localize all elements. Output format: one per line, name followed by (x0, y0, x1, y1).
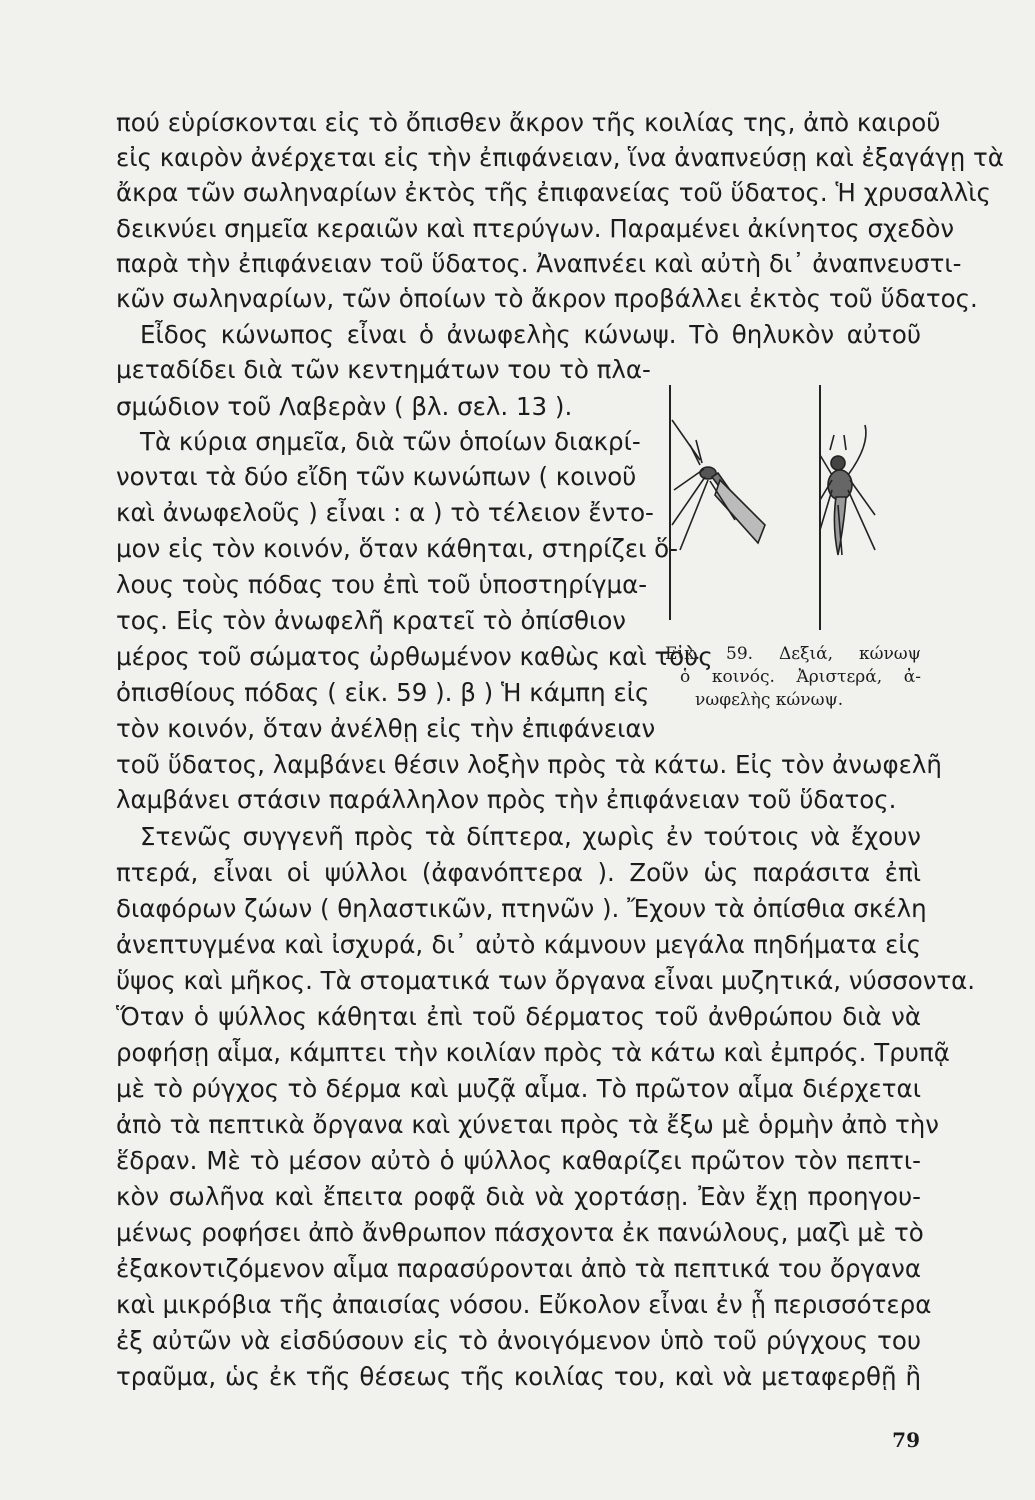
text-line: ὀπισθίους πόδας ( εἰκ. 59 ). β ) Ἡ κάμπη εἰς (116, 678, 650, 707)
anopheles-drawing (672, 420, 765, 550)
text-line: παρὰ τὴν ἐπιφάνειαν τοῦ ὕδατος. Ἀναπνέει καὶ αὐτὴ δι᾿ ἀναπνευστι- (116, 249, 962, 278)
text-line: μεταδίδει διὰ τῶν κεντημάτων του τὸ πλα- (116, 355, 651, 384)
figure-caption-line: Εἰκ. 59. Δεξιά, κώνωψ (665, 644, 921, 664)
common-mosquito-drawing (820, 425, 875, 555)
text-line: ἕδραν. Μὲ τὸ μέσον αὐτὸ ὁ ψύλλος καθαρίζει πρῶτον τὸν πεπτι- (116, 1146, 921, 1175)
mosquito-illustration (660, 385, 925, 630)
text-line: Τὰ κύρια σημεῖα, διὰ τῶν ὁποίων διακρί- (140, 427, 641, 456)
text-line: κὸν σωλῆνα καὶ ἔπειτα ροφᾷ διὰ νὰ χορτάσῃ. Ἐὰν ἔχῃ προηγου- (116, 1182, 921, 1211)
text-line: μέρος τοῦ σώματος ὠρθωμένον καθὼς καὶ τοὺς (116, 642, 713, 671)
text-line: ἐξακοντιζόμενον αἷμα παρασύρονται ἀπὸ τὰ πεπτικά του ὄργανα (116, 1254, 921, 1283)
text-line: τοῦ ὕδατος, λαμβάνει θέσιν λοξὴν πρὸς τὰ κάτω. Εἰς τὸν ἀνωφελῆ (116, 750, 942, 779)
text-line: καὶ ἀνωφελοῦς ) εἶναι : α ) τὸ τέλειον ἔντο- (116, 498, 654, 527)
text-line: Ὅταν ὁ ψύλλος κάθηται ἐπὶ τοῦ δέρματος τοῦ ἀνθρώπου διὰ νὰ (116, 1002, 921, 1031)
text-line: μον εἰς τὸν κοινόν, ὅταν κάθηται, στηρίζει ὅ- (116, 534, 678, 563)
text-line: σμώδιον τοῦ Λαβερὰν ( βλ. σελ. 13 ). (116, 392, 573, 421)
text-line: εἰς καιρὸν ἀνέρχεται εἰς τὴν ἐπιφάνειαν, ἵνα ἀναπνεύσῃ καὶ ἐξαγάγῃ τὰ (116, 143, 1004, 172)
figure-caption-line: νωφελὴς κώνωψ. (695, 690, 844, 710)
text-line: δεικνύει σημεῖα κεραιῶν καὶ πτερύγων. Παραμένει ἀκίνητος σχεδὸν (116, 214, 955, 243)
text-line: ἀνεπτυγμένα καὶ ἰσχυρά, δι᾿ αὐτὸ κάμνουν μεγάλα πηδήματα εἰς (116, 930, 921, 959)
text-line: τὸν κοινόν, ὅταν ἀνέλθῃ εἰς τὴν ἐπιφάνειαν (116, 714, 656, 743)
text-line: ἄκρα τῶν σωληναρίων ἐκτὸς τῆς ἐπιφανείας τοῦ ὕδατος. Ἡ χρυσαλλὶς (116, 178, 991, 207)
text-line: καὶ μικρόβια τῆς ἀπαισίας νόσου. Εὔκολον εἶναι ἐν ᾗ περισσότερα (116, 1290, 932, 1319)
text-line: λους τοὺς πόδας του ἐπὶ τοῦ ὑποστηρίγμα- (116, 570, 648, 599)
text-line: διαφόρων ζώων ( θηλαστικῶν, πτηνῶν ). Ἔχουν τὰ ὀπίσθια σκέλη (116, 894, 927, 923)
text-line: ροφήσῃ αἷμα, κάμπτει τὴν κοιλίαν πρὸς τὰ κάτω καὶ ἐμπρός. Τρυπᾷ (116, 1038, 950, 1067)
text-line: μὲ τὸ ρύγχος τὸ δέρμα καὶ μυζᾷ αἷμα. Τὸ πρῶτον αἷμα διέρχεται (116, 1074, 921, 1103)
page-number: 79 (892, 1428, 920, 1452)
text-line: ἐξ αὐτῶν νὰ εἰσδύσουν εἰς τὸ ἀνοιγόμενον ὑπὸ τοῦ ρύγχους του (116, 1326, 921, 1355)
text-line: πτερά, εἶναι οἱ ψύλλοι (ἀφανόπτερα ). Ζοῦν ὡς παράσιτα ἐπὶ (116, 858, 921, 887)
text-line: Στενῶς συγγενῆ πρὸς τὰ δίπτερα, χωρὶς ἐν τούτοις νὰ ἔχουν (140, 822, 921, 851)
text-line: νονται τὰ δύο εἴδη τῶν κωνώπων ( κοινοῦ (116, 462, 637, 491)
figure-caption-line: ὁ κοινός. Ἀριστερά, ἀ- (680, 667, 921, 687)
text-line: τος. Εἰς τὸν ἀνωφελῆ κρατεῖ τὸ ὀπίσθιον (116, 606, 626, 635)
text-line: μένως ροφήσει ἀπὸ ἄνθρωπον πάσχοντα ἐκ πανώλους, μαζὶ μὲ τὸ (116, 1218, 924, 1247)
mosquito-figure (660, 385, 925, 630)
text-line: Εἶδος κώνωπος εἶναι ὁ ἀνωφελὴς κώνωψ. Τὸ θηλυκὸν αὐτοῦ (140, 320, 921, 349)
text-line: λαμβάνει στάσιν παράλληλον πρὸς τὴν ἐπιφάνειαν τοῦ ὕδατος. (116, 785, 897, 814)
text-line: ὕψος καὶ μῆκος. Τὰ στοματικά των ὄργανα εἶναι μυζητικά, νύσσοντα. (116, 966, 976, 995)
text-line: κῶν σωληναρίων, τῶν ὁποίων τὸ ἄκρον προβάλλει ἐκτὸς τοῦ ὕδατος. (116, 284, 978, 313)
text-line: τραῦμα, ὡς ἐκ τῆς θέσεως τῆς κοιλίας του, καὶ νὰ μεταφερθῇ ἢ (116, 1362, 921, 1391)
text-line: ἀπὸ τὰ πεπτικὰ ὄργανα καὶ χύνεται πρὸς τὰ ἔξω μὲ ὁρμὴν ἀπὸ τὴν (116, 1110, 939, 1139)
text-line: πού εὑρίσκονται εἰς τὸ ὄπισθεν ἄκρον τῆς κοιλίας της, ἀπὸ καιροῦ (116, 108, 941, 137)
